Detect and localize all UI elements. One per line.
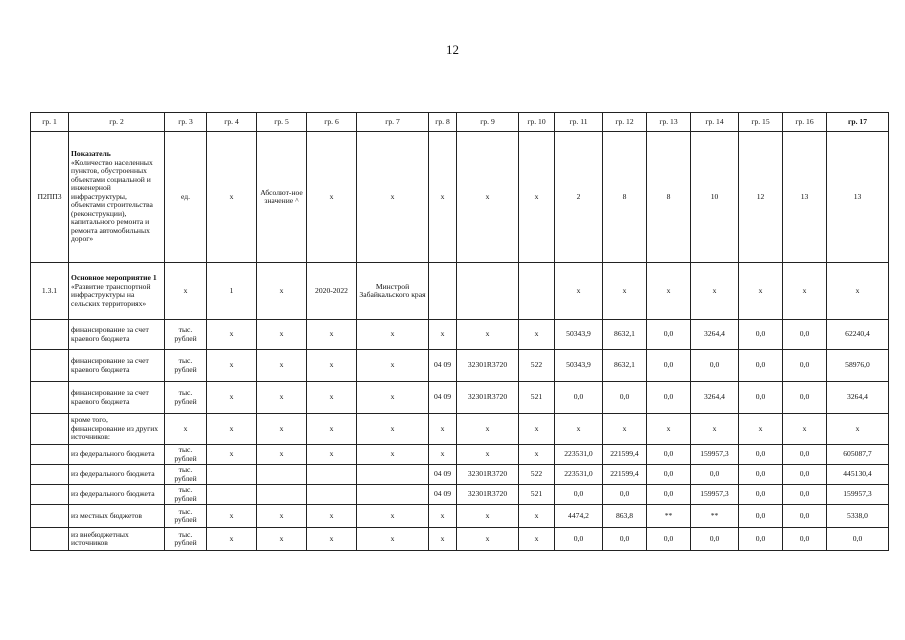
cell [429,263,457,320]
cell: х [783,414,827,445]
cell: х [307,445,357,465]
row-desc: «Развитие транспортной инфраструктуры на сельских территориях» [71,281,151,308]
header-cell: гр. 4 [207,113,257,132]
cell: 32301R3720 [457,350,519,382]
row-description [69,263,165,320]
cell: х [257,505,307,528]
row-description [69,132,165,263]
cell: 159957,3 [691,445,739,465]
cell-total: 5338,0 [827,505,889,528]
cell: х [257,414,307,445]
row-label: финансирование за счет краевого бюджета [69,382,165,414]
table-row-fin-total [31,320,889,350]
cell: тыс. рублей [165,465,207,485]
cell: 10 [691,132,739,263]
cell: 0,0 [603,485,647,505]
cell-total: х [827,414,889,445]
cell: 0,0 [647,382,691,414]
cell: 159957,3 [691,485,739,505]
cell: х [307,382,357,414]
cell [207,465,257,485]
cell: х [307,320,357,350]
cell: х [603,263,647,320]
cell: 0,0 [739,320,783,350]
cell [307,485,357,505]
page-number: 12 [446,42,459,57]
cell: 0,0 [647,320,691,350]
cell: х [457,132,519,263]
cell: х [555,263,603,320]
cell: х [647,263,691,320]
row-label: из местных бюджетов [69,505,165,528]
cell [31,485,69,505]
cell: 521 [519,382,555,414]
row-label: кроме того, финансирование из других источников: [69,414,165,445]
cell: х [357,350,429,382]
cell: 521 [519,485,555,505]
cell-total: х [827,263,889,320]
cell: х [691,414,739,445]
cell: х [257,445,307,465]
cell: тыс. рублей [165,350,207,382]
cell: 2 [555,132,603,263]
cell: х [691,263,739,320]
cell: 0,0 [647,350,691,382]
header-cell: гр. 10 [519,113,555,132]
cell: тыс. рублей [165,505,207,528]
cell [519,263,555,320]
row-desc: «Количество населенных пунктов, обустроенных объектами социальной и инженерной инфраструктуры, объектами строительства (реконструкции), капитального ремонта и ремонта автомобильных дорог» [71,157,153,244]
cell: 0,0 [783,485,827,505]
cell [207,485,257,505]
header-row [31,113,889,132]
cell-total: 0,0 [827,528,889,551]
cell [31,320,69,350]
header-cell: гр. 6 [307,113,357,132]
row-code: П2ПП3 [31,132,69,263]
row-label: из федерального бюджета [69,485,165,505]
cell [31,350,69,382]
header-cell: гр. 16 [783,113,827,132]
cell: 0,0 [647,445,691,465]
cell: х [457,320,519,350]
cell: 0,0 [691,465,739,485]
cell: х [357,320,429,350]
header-cell: гр. 3 [165,113,207,132]
cell-total: 62240,4 [827,320,889,350]
cell: х [783,263,827,320]
cell: х [519,505,555,528]
cell: х [429,528,457,551]
cell: х [603,414,647,445]
cell: 04 09 [429,465,457,485]
cell: х [429,132,457,263]
cell: 0,0 [555,382,603,414]
table-row-fed-521 [31,485,889,505]
cell: ед. [165,132,207,263]
cell: тыс. рублей [165,445,207,465]
cell: тыс. рублей [165,528,207,551]
cell: 4474,2 [555,505,603,528]
cell: 0,0 [739,445,783,465]
cell: х [207,132,257,263]
header-cell: гр. 8 [429,113,457,132]
table-row-fin-521 [31,382,889,414]
cell: 0,0 [647,465,691,485]
cell: х [257,382,307,414]
cell: х [457,505,519,528]
cell: тыс. рублей [165,485,207,505]
cell-total: 445130,4 [827,465,889,485]
cell: х [519,445,555,465]
cell: 221599,4 [603,465,647,485]
cell: х [207,445,257,465]
cell [257,465,307,485]
cell: х [457,528,519,551]
cell: х [207,505,257,528]
cell-total: 159957,3 [827,485,889,505]
budget-table [30,112,889,551]
cell: тыс. рублей [165,320,207,350]
table-row-extra [31,528,889,551]
cell: х [165,414,207,445]
table-row-indicator [31,132,889,263]
header-cell: гр. 14 [691,113,739,132]
cell: 1 [207,263,257,320]
cell: 223531,0 [555,465,603,485]
cell: 8 [603,132,647,263]
cell: 04 09 [429,485,457,505]
table-row-measure [31,263,889,320]
cell: х [519,320,555,350]
cell: х [739,263,783,320]
table-row-other [31,414,889,445]
cell: х [429,414,457,445]
header-cell: гр. 11 [555,113,603,132]
row-label: из федерального бюджета [69,445,165,465]
cell: 0,0 [739,505,783,528]
cell: х [739,414,783,445]
cell-total: 3264,4 [827,382,889,414]
cell [31,528,69,551]
cell: 8632,1 [603,320,647,350]
cell [357,485,429,505]
cell: 0,0 [691,528,739,551]
cell [31,414,69,445]
header-cell: гр. 13 [647,113,691,132]
cell [31,445,69,465]
cell: х [357,382,429,414]
cell: х [257,528,307,551]
cell: х [519,414,555,445]
cell: тыс. рублей [165,382,207,414]
cell: 0,0 [783,505,827,528]
table-row-fed-total [31,445,889,465]
header-cell: гр. 17 [827,113,889,132]
cell: ** [647,505,691,528]
row-label: из внебюджетных источников [69,528,165,551]
header-cell: гр. 5 [257,113,307,132]
cell: 0,0 [783,465,827,485]
cell: 3264,4 [691,320,739,350]
cell: 8632,1 [603,350,647,382]
row-label: финансирование за счет краевого бюджета [69,350,165,382]
cell: х [555,414,603,445]
header-cell: гр. 9 [457,113,519,132]
table-row-fin-522 [31,350,889,382]
cell: 04 09 [429,382,457,414]
cell: 32301R3720 [457,382,519,414]
cell: х [165,263,207,320]
cell: х [307,505,357,528]
cell: 0,0 [739,465,783,485]
cell: 13 [783,132,827,263]
cell: х [257,320,307,350]
cell: х [457,414,519,445]
cell: х [457,445,519,465]
cell: 0,0 [647,485,691,505]
cell: 12 [739,132,783,263]
cell: х [207,350,257,382]
row-title: Показатель [71,149,111,159]
cell: х [207,382,257,414]
cell: ** [691,505,739,528]
cell [257,485,307,505]
cell: х [307,132,357,263]
cell: 50343,9 [555,350,603,382]
cell: 0,0 [555,528,603,551]
cell: х [357,528,429,551]
cell: 04 09 [429,350,457,382]
cell: 0,0 [739,528,783,551]
cell: х [357,505,429,528]
header-cell: гр. 2 [69,113,165,132]
cell: 0,0 [739,350,783,382]
cell: х [357,414,429,445]
cell [357,465,429,485]
cell: х [519,132,555,263]
cell: Минстрой Забайкальского края [357,263,429,320]
cell: 32301R3720 [457,465,519,485]
cell: х [307,528,357,551]
cell: 50343,9 [555,320,603,350]
cell: 0,0 [783,382,827,414]
cell: 0,0 [783,528,827,551]
cell: х [519,528,555,551]
cell: 0,0 [647,528,691,551]
cell: 863,8 [603,505,647,528]
table-row-fed-522 [31,465,889,485]
cell [457,263,519,320]
header-cell: гр. 1 [31,113,69,132]
cell: 0,0 [739,382,783,414]
cell: х [357,445,429,465]
cell: 0,0 [783,350,827,382]
table-row-local [31,505,889,528]
row-code: 1.3.1 [31,263,69,320]
cell: х [647,414,691,445]
cell-total: 605087,7 [827,445,889,465]
cell: х [357,132,429,263]
cell: 0,0 [783,320,827,350]
cell [31,465,69,485]
cell: х [257,263,307,320]
cell: 0,0 [603,528,647,551]
cell-total: 58976,0 [827,350,889,382]
cell: х [429,445,457,465]
row-label: из федерального бюджета [69,465,165,485]
cell: х [429,320,457,350]
row-label: финансирование за счет краевого бюджета [69,320,165,350]
cell: 8 [647,132,691,263]
cell: 32301R3720 [457,485,519,505]
cell [31,505,69,528]
cell: 0,0 [603,382,647,414]
cell: 522 [519,465,555,485]
header-cell: гр. 15 [739,113,783,132]
cell: 0,0 [691,350,739,382]
cell: 221599,4 [603,445,647,465]
cell [31,382,69,414]
cell: х [307,350,357,382]
cell: х [207,320,257,350]
cell: 3264,4 [691,382,739,414]
cell: х [257,350,307,382]
header-cell: гр. 12 [603,113,647,132]
cell: 0,0 [783,445,827,465]
cell: х [307,414,357,445]
cell: 223531,0 [555,445,603,465]
cell: Абсолют-ное значение ^ [257,132,307,263]
cell: х [207,414,257,445]
cell: 0,0 [555,485,603,505]
cell: 2020-2022 [307,263,357,320]
cell [307,465,357,485]
cell: х [207,528,257,551]
row-title: Основное мероприятие 1 [71,273,157,282]
header-cell: гр. 7 [357,113,429,132]
cell: х [429,505,457,528]
cell-total: 13 [827,132,889,263]
cell: 0,0 [739,485,783,505]
cell: 522 [519,350,555,382]
